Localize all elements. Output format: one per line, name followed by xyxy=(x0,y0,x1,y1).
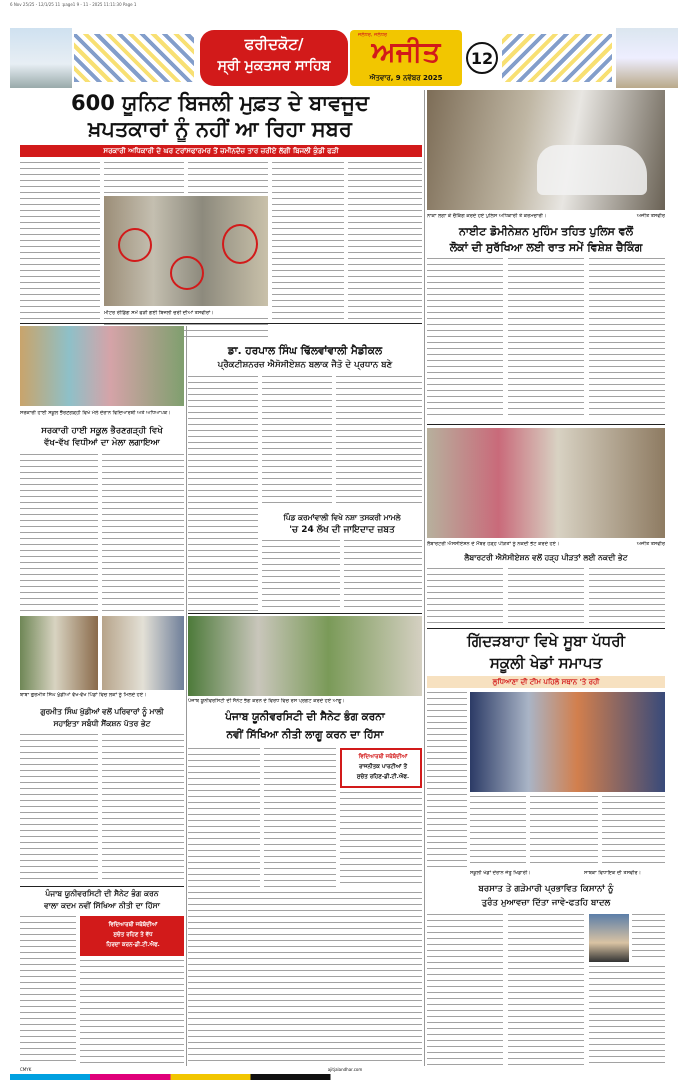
night-photo-caption: ਨਾਕਾ ਲਗਾ ਕੇ ਚੈਕਿੰਗ ਕਰਦੇ ਹੋਏ ਪੁਲਿਸ ਅਧਿਕਾਰੀ ਤੇ ਕਰਮਚਾਰੀ। xyxy=(427,213,547,219)
masthead-left-photo xyxy=(10,28,72,88)
farmers-body-col2 xyxy=(508,914,584,1066)
footer-cmyk: CMYK xyxy=(20,1067,32,1072)
pu-body-col4 xyxy=(188,892,422,1066)
doctor-headline-2: ਪ੍ਰੈਕਟੀਸ਼ਨਰਜ਼ ਐਸੋਸੀਏਸ਼ਨ ਬਲਾਕ ਜੈਤੋ ਦੇ ਪ੍ਰਧਾਨ ਬਣੇ xyxy=(217,360,393,370)
night-photo-credit: ਅਜੀਤ ਤਸਵੀਰ xyxy=(636,213,665,219)
farmers-headline-2: ਤੁਰੰਤ ਮੁਆਵਜ਼ਾ ਦਿੱਤਾ ਜਾਵੇ-ਫਤਹਿ ਬਾਦਲ xyxy=(481,898,611,908)
lab-headline: ਲੈਬਾਰਟਰੀ ਐਸੋਸੀਏਸ਼ਨ ਵਲੋਂ ਹੜ੍ਹ ਪੀੜਤਾਂ ਲਈ ਨਕਦੀ ਭੇਟ xyxy=(464,553,628,562)
lead-body-col4 xyxy=(272,162,344,322)
farmers-photo xyxy=(589,914,629,962)
footer-site: ajitjalandhar.com xyxy=(327,1067,363,1072)
lead-subhead: ਸਰਕਾਰੀ ਅਧਿਕਾਰੀ ਦੇ ਘਰ ਟਰਾਂਸਫਾਰਮਰ ਤੋਂ ਜ਼ਮੀਨਦੋਜ਼ ਤਾਰ ਜ਼ਰੀਏ ਲੱਗੀ ਬਿਜਲੀ ਕੁੰਡੀ ਫੜੀ xyxy=(20,145,422,157)
lead-body-col1 xyxy=(20,162,100,322)
masthead-right-photo xyxy=(616,28,678,88)
pu2-box-line2: ਸੁਚੇਤ ਰਹਿਣ ਤੇ ਵੱਧ xyxy=(113,932,153,938)
divider-horizontal-3 xyxy=(188,613,422,614)
masthead-pattern-right xyxy=(502,34,612,82)
pu-box-line1: ਵਿਦਿਆਰਥੀ ਜਥੇਬੰਦੀਆਂ xyxy=(358,754,408,760)
sports-body-col1 xyxy=(427,692,467,872)
masthead-edition-box xyxy=(200,30,348,86)
file-info-bar: 6 Nov 25/25 - 12/1/25 11 :page1 9 - 11 - 2025 11:11:30 Page 1 xyxy=(10,2,137,7)
farmers-caption-right: ਸਾਬਕਾ ਵਿਧਾਇਕ ਦੀ ਤਸਵੀਰ। xyxy=(584,870,642,876)
pu-highlight-box xyxy=(340,748,422,788)
masthead-date: ਐਤਵਾਰ, 9 ਨਵੰਬਰ 2025 xyxy=(369,74,443,82)
doctor-body-col1 xyxy=(188,376,258,504)
police-car-shape xyxy=(537,145,647,195)
logo-small-label: ਜਲੰਧਰ, ਜਲੰਧਰ xyxy=(358,32,387,38)
school-body-col2 xyxy=(102,454,184,612)
gurmit-photo-left xyxy=(20,616,98,690)
pu-photo xyxy=(188,616,422,696)
school-headline-2: ਵੱਖ-ਵੱਖ ਵਿਧੀਆਂ ਦਾ ਮੇਲਾ ਲਗਾਇਆ xyxy=(44,438,160,448)
pu-box-line3: ਸੁਚੇਤ ਰਹਿਣ-ਡੀ.ਟੀ.ਐਫ. xyxy=(356,774,410,780)
divider-horizontal-2 xyxy=(427,424,665,425)
lab-credit: ਅਜੀਤ ਤਸਵੀਰ xyxy=(636,541,665,547)
masthead-logo-box xyxy=(350,30,462,86)
lab-body-col2 xyxy=(508,568,584,626)
night-headline-2: ਲੋਕਾਂ ਦੀ ਸੁਰੱਖਿਆ ਲਈ ਰਾਤ ਸਮੇਂ ਵਿਸ਼ੇਸ਼ ਚੈਕਿੰਗ xyxy=(449,241,643,254)
lab-body-col1 xyxy=(427,568,503,626)
lead-headline-1: 600 ਯੂਨਿਟ ਬਿਜਲੀ ਮੁਫ਼ਤ ਦੇ ਬਾਵਜੂਦ xyxy=(70,91,370,115)
lead-headline-2: ਖ਼ਪਤਕਾਰਾਂ ਨੂੰ ਨਹੀਂ ਆ ਰਿਹਾ ਸਬਰ xyxy=(88,117,352,141)
lead-photo xyxy=(104,196,268,306)
masthead xyxy=(10,28,678,88)
footer-color-bar xyxy=(10,1074,678,1080)
divider-right-col xyxy=(424,90,425,1066)
pu-body-col1 xyxy=(188,748,260,888)
drug-body-col1 xyxy=(262,540,340,612)
sports-headline-1: ਗਿੱਦੜਬਾਹਾ ਵਿਖੇ ਸੂਬਾ ਪੱਧਰੀ xyxy=(466,632,626,650)
drug-body-left xyxy=(188,508,258,612)
pu-caption: ਪੰਜਾਬ ਯੂਨੀਵਰਸਿਟੀ ਦੀ ਸੈਨੇਟ ਭੰਗ ਕਰਨ ਦੇ ਵਿਰੋਧ ਵਿਚ ਰੋਸ ਪ੍ਰਗਟ ਕਰਦੇ ਹੋਏ ਆਗੂ। xyxy=(188,698,345,704)
school-headline-1: ਸਰਕਾਰੀ ਹਾਈ ਸਕੂਲ ਭੈਰਣਗੜ੍ਹੀ ਵਿਖੇ xyxy=(41,426,163,436)
school-body-col1 xyxy=(20,454,98,612)
page-number-badge xyxy=(466,42,498,74)
pu2-headline-2: ਵਾਲਾ ਕਦਮ ਨਵੀਂ ਸਿੱਖਿਆ ਨੀਤੀ ਦਾ ਹਿੱਸਾ xyxy=(44,901,160,910)
pu-headline-1: ਪੰਜਾਬ ਯੂਨੀਵਰਸਿਟੀ ਦੀ ਸੈਨੇਟ ਭੰਗ ਕਰਨਾ xyxy=(225,711,385,723)
gurmit-body-col1 xyxy=(20,734,98,884)
gurmit-photo-right xyxy=(102,616,184,690)
farmers-body-col1 xyxy=(427,914,503,1066)
doctor-headline-1: ਡਾ. ਹਰਪਾਲ ਸਿੰਘ ਢਿੱਲਵਾਂਵਾਲੀ ਮੈਡੀਕਲ xyxy=(227,345,383,357)
edition-line1: ਫਰੀਦਕੋਟ/ xyxy=(244,35,304,53)
lab-body-col3 xyxy=(589,568,665,626)
pu2-body-col1 xyxy=(20,916,76,1066)
lead-photo-caption: ਮੀਟਰ ਰੀਡਿੰਗ ਸਮੇਂ ਫੜੀ ਗਈ ਬਿਜਲੀ ਚੋਰੀ ਦੀਆਂ ਤਸਵੀਰਾਂ। xyxy=(104,310,214,316)
sports-headline-2: ਸਕੂਲੀ ਖੇਡਾਂ ਸਮਾਪਤ xyxy=(489,654,603,672)
sports-body-col4 xyxy=(602,796,665,866)
doctor-body-col3 xyxy=(336,376,422,508)
gurmit-body-col2 xyxy=(102,734,184,884)
drug-body-col2 xyxy=(344,540,422,612)
pu-box-line2: ਰਾਜਨੀਤਕ ਪਾਰਟੀਆਂ ਤੋਂ xyxy=(358,764,407,770)
pu-body-col2 xyxy=(264,748,336,888)
lab-photo xyxy=(427,428,665,538)
pu2-headline-1: ਪੰਜਾਬ ਯੂਨੀਵਰਸਿਟੀ ਦੀ ਸੈਨੇਟ ਭੰਗ ਕਰਨ xyxy=(45,889,159,898)
edition-line2: ਸ੍ਰੀ ਮੁਕਤਸਰ ਸਾਹਿਬ xyxy=(217,58,331,74)
night-body-col1 xyxy=(427,258,503,418)
pu2-highlight-box xyxy=(80,916,184,956)
farmers-body-col4 xyxy=(589,966,665,1066)
pu-body-col3 xyxy=(340,792,422,888)
divider-horizontal-1 xyxy=(20,323,422,324)
lead-photo-circle-2 xyxy=(170,256,204,290)
night-body-col2 xyxy=(508,258,584,418)
divider-horizontal-5 xyxy=(20,886,184,887)
lead-photo-circle-3 xyxy=(222,224,258,264)
page-number: 12 xyxy=(470,49,494,68)
school-photo xyxy=(20,326,184,406)
night-photo xyxy=(427,90,665,210)
lead-body-col5 xyxy=(348,162,422,322)
farmers-body-col3 xyxy=(632,914,665,962)
masthead-pattern-left xyxy=(74,34,194,82)
sports-photo xyxy=(470,692,665,792)
farmers-headline-1: ਬਰਸਾਤ ਤੇ ਗੜੇਮਾਰੀ ਪ੍ਰਭਾਵਿਤ ਕਿਸਾਨਾਂ ਨੂੰ xyxy=(478,884,614,894)
divider-left-col xyxy=(186,326,187,1066)
divider-horizontal-4 xyxy=(427,628,665,629)
pu2-box-line3: ਹਿਰਦਾ ਕਰਨ-ਡੀ.ਟੀ.ਐਫ. xyxy=(106,942,160,948)
school-caption: ਸਰਕਾਰੀ ਹਾਈ ਸਕੂਲ ਭੈਰਣਗੜ੍ਹੀ ਵਿਖੇ ਮੇਲੇ ਦੌਰਾਨ ਵਿਦਿਆਰਥੀ ਅਤੇ ਅਧਿਆਪਕ। xyxy=(20,410,171,416)
drug-headline-2: 'ਚ 24 ਲੱਖ ਦੀ ਜਾਇਦਾਦ ਜ਼ਬਤ xyxy=(289,525,395,535)
sports-subhead: ਲੁਧਿਆਣਾ ਦੀ ਟੀਮ ਪਹਿਲੇ ਸਥਾਨ 'ਤੇ ਰਹੀ xyxy=(427,676,665,688)
lead-photo-circle-1 xyxy=(118,228,152,262)
sports-body-col2 xyxy=(470,796,526,866)
night-headline-1: ਨਾਈਟ ਡੋਮੀਨੇਸ਼ਨ ਮੁਹਿੰਮ ਤਹਿਤ ਪੁਲਿਸ ਵਲੋਂ xyxy=(458,225,634,238)
sports-body-col3 xyxy=(530,796,598,866)
pu2-body-col2 xyxy=(80,960,184,1066)
lab-caption: ਲੈਬਾਰਟਰੀ ਐਸੋਸੀਏਸ਼ਨ ਦੇ ਮੈਂਬਰ ਹੜ੍ਹ ਪੀੜਤਾਂ ਨੂੰ ਨਕਦੀ ਭੇਟ ਕਰਦੇ ਹੋਏ। xyxy=(427,541,560,547)
lead-body-col3 xyxy=(188,162,268,194)
gurmit-headline-2: ਸਹਾਇਤਾ ਸਬੰਧੀ ਸੈਂਕਸ਼ਨ ਪੱਤਰ ਭੇਟ xyxy=(53,719,151,728)
farmers-caption-left: ਸਕੂਲੀ ਖੇਡਾਂ ਦੌਰਾਨ ਜੇਤੂ ਖਿਡਾਰੀ। xyxy=(470,870,531,876)
paper-name-logo: ਅਜੀਤ xyxy=(371,36,441,68)
gurmit-headline-1: ਗੁਰਮੀਤ ਸਿੰਘ ਖੁੱਡੀਆਂ ਵਲੋਂ ਪਰਿਵਾਰਾਂ ਨੂੰ ਮਾਲੀ xyxy=(40,707,164,716)
lead-body-col2 xyxy=(104,162,184,194)
gurmit-caption: ਬਾਬਾ ਗੁਰਮੀਤ ਸਿੰਘ ਖੁੱਡੀਆਂ ਵੱਖ-ਵੱਖ ਪਿੰਡਾਂ ਵਿਚ ਲੋਕਾਂ ਨੂੰ ਮਿਲਦੇ ਹੋਏ। xyxy=(20,692,147,698)
pu2-box-line1: ਵਿਦਿਆਰਥੀ ਜਥੇਬੰਦੀਆਂ xyxy=(108,922,158,928)
drug-headline-1: ਪਿੰਡ ਕਰਮਾਂਵਾਲੀ ਵਿਖੇ ਨਸ਼ਾ ਤਸਕਰੀ ਮਾਮਲੇ xyxy=(283,513,401,522)
pu-headline-2: ਨਵੀਂ ਸਿੱਖਿਆ ਨੀਤੀ ਲਾਗੂ ਕਰਨ ਦਾ ਹਿੱਸਾ xyxy=(226,729,384,741)
doctor-body-col2 xyxy=(262,376,332,504)
night-body-col3 xyxy=(589,258,665,418)
